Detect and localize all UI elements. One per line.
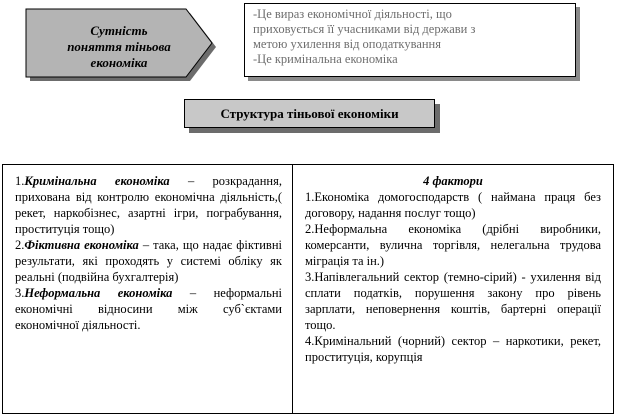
essence-label-line: економіка xyxy=(90,55,148,70)
left-item-text: – розкрадання, прихована від контролю економічна діяльність,( рекет, наркобізнес, азартні ігри, пограбування, проституція тощо) xyxy=(15,174,282,236)
left-item: 3.Неформальна економіка – неформальні економічні відносини між суб`єктами економічної діяльності. xyxy=(15,286,282,332)
left-item-text: – неформальні економічні відносини між суб`єктами економічної діяльності. xyxy=(15,286,282,332)
left-item-heading: Кримінальна економіка xyxy=(24,174,170,188)
definition-line: -Це вираз економічної діяльності, що xyxy=(253,7,452,21)
right-column-title: 4 фактори xyxy=(423,174,483,188)
left-item: 2.Фіктивна економіка – така, що надає фіктивні результати, які проходять у системі обліку як реальні (подвійна бухгалтерія) xyxy=(15,238,282,284)
left-column xyxy=(3,165,293,413)
essence-label xyxy=(44,15,194,79)
definition-line: метою ухилення від оподаткування xyxy=(253,37,441,51)
left-item-heading: Неформальна економіка xyxy=(24,286,173,300)
structure-table xyxy=(2,164,614,414)
right-item: 4.Кримінальний (чорний) сектор – наркотики, рекет, проституція, корупція xyxy=(305,334,601,364)
right-item: 1.Економіка домогосподарств ( наймана праця без договору, надання послуг тощо) xyxy=(305,190,601,220)
right-item: 2.Неформальна економіка (дрібні виробники, комерсанти, вулична торгівля, нелегальна трудова міграція та ін.) xyxy=(305,222,601,268)
essence-arrow xyxy=(24,5,224,89)
definition-box xyxy=(244,3,576,77)
left-item-text: – така, що надає фіктивні результати, які проходять у системі обліку як реальні (подвійна бухгалтерія) xyxy=(15,238,282,284)
definition-line: приховується її учасниками від держави з xyxy=(253,22,476,36)
essence-label-line: поняття тіньова xyxy=(67,39,171,54)
definition-line: -Це кримінальна економіка xyxy=(253,52,398,66)
right-item: 3.Напівлегальний сектор (темно-сірий) - ухилення від сплати податків, порушення закону про рівень зарплати, неповернення коштів, бартерні операції тощо. xyxy=(305,270,601,332)
right-column xyxy=(293,165,613,413)
structure-title: Структура тіньової економіки xyxy=(184,99,435,128)
left-item: 1.Кримінальна економіка – розкрадання, прихована від контролю економічна діяльність,( рекет, наркобізнес, азартні ігри, пограбування, проституція тощо) xyxy=(15,174,282,236)
left-item-heading: Фіктивна економіка xyxy=(24,238,139,252)
essence-label-line: Сутність xyxy=(90,23,148,38)
